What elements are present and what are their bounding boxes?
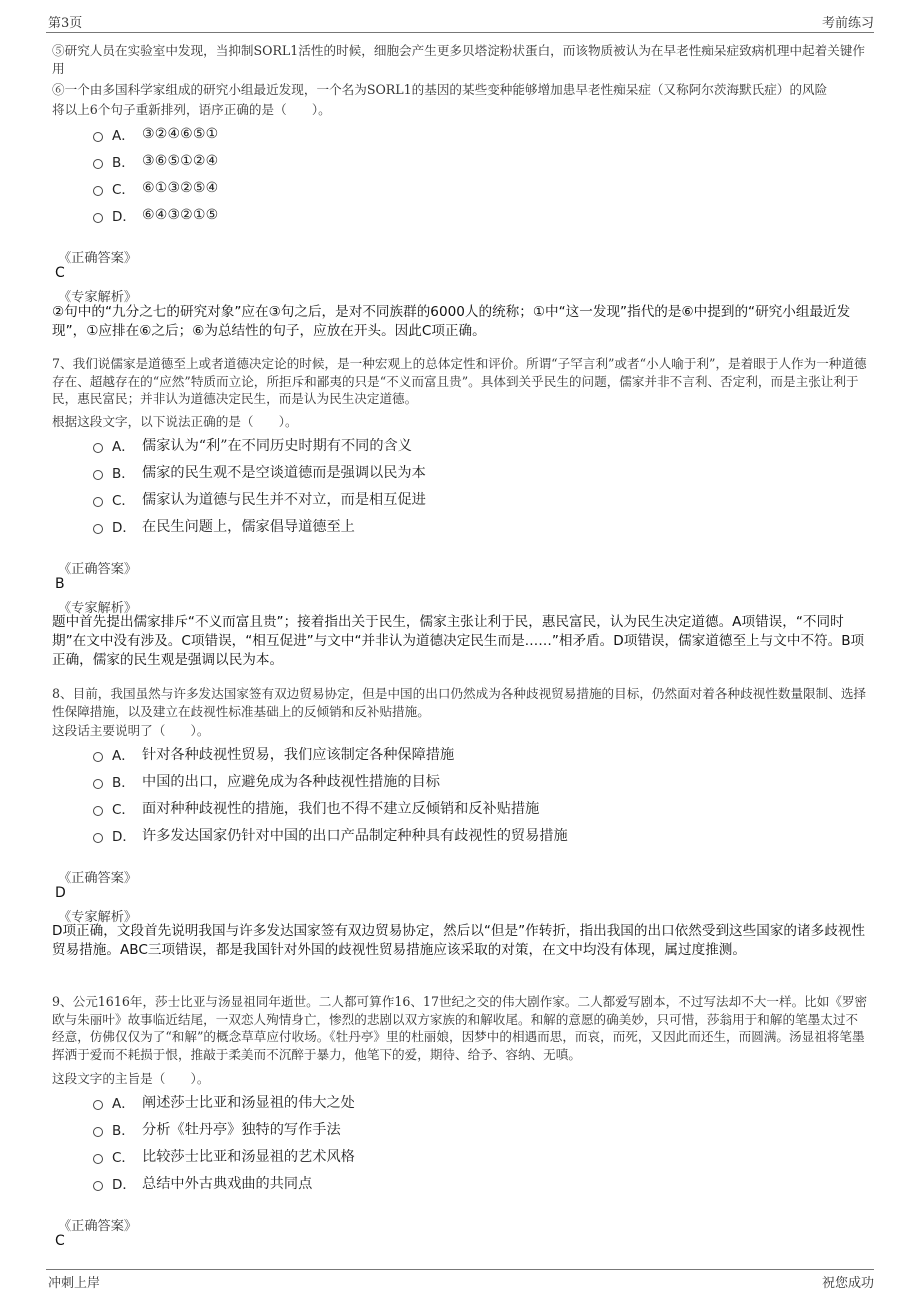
q9-prompt: 这段文字的主旨是（ ）。 <box>52 1071 210 1086</box>
footer-divider <box>46 1269 874 1270</box>
q9-option-a[interactable]: A． 阐述莎士比亚和汤显祖的伟大之处 <box>93 1092 355 1112</box>
q8-stem: 8、目前，我国虽然与许多发达国家签有双边贸易协定，但是中国的出口仍然成为各种歧视贸易措施的目标，仍然面对着各种歧视性数量限制、选择性保障措施，以及建立在歧视性标准基础上的反倾销和反补贴措施。 <box>52 686 867 719</box>
q8-option-d[interactable]: D． 许多发达国家仍针对中国的出口产品制定种种具有歧视性的贸易措施 <box>93 825 568 845</box>
q7-analysis-label: 《专家解析》 <box>58 601 138 616</box>
radio-icon[interactable] <box>93 1127 103 1137</box>
q6-option-a[interactable]: A． ③②④⑥⑤① <box>93 124 218 144</box>
radio-icon[interactable] <box>93 752 103 762</box>
q7-option-a[interactable]: A． 儒家认为“利”在不同历史时期有不同的含义 <box>93 435 412 455</box>
q8-analysis-label: 《专家解析》 <box>58 910 138 925</box>
q9-option-b[interactable]: B． 分析《牡丹亭》独特的写作手法 <box>93 1119 341 1139</box>
footer-left-text: 冲刺上岸 <box>48 1276 101 1291</box>
q6-sentence-6: ⑥一个由多国科学家组成的研究小组最近发现，一个名为SORL1的基因的某些变种能够增加患早老性痴呆症（又称阿尔茨海默氏症）的风险 <box>52 82 828 97</box>
q8-answer: D <box>55 885 66 901</box>
q9-stem: 9、公元1616年，莎士比亚与汤显祖同年逝世。二人都可算作16、17世纪之交的伟大剧作家。二人都爱写剧本，不过写法却不大一样。比如《罗密欧与朱丽叶》故事临近结尾，一双恋人殉情身亡，惨烈的悲剧以双方家族的和解收尾。和解的意愿的确美妙，只可惜，莎翁用于和解的笔墨太过不经意，仿佛仅仅为了“和解”的概念草草应付收场。《牡丹亭》里的杜丽娘，因梦中的相遇而思，而哀，而死，又因此而还生，而圆满。汤显祖将笔墨挥洒于爱而不耗损于恨，推敲于柔美而不沉醉于暴力，他笔下的爱，期待、给予、容纳、无嗔。 <box>52 994 868 1062</box>
q7-option-b[interactable]: B． 儒家的民生观不是空谈道德而是强调以民为本 <box>93 462 426 482</box>
q6-option-b[interactable]: B． ③⑥⑤①②④ <box>93 151 218 171</box>
footer-right-text: 祝您成功 <box>821 1276 874 1291</box>
radio-icon[interactable] <box>93 1154 103 1164</box>
q9-option-c[interactable]: C． 比较莎士比亚和汤显祖的艺术风格 <box>93 1146 355 1166</box>
radio-icon[interactable] <box>93 1100 103 1110</box>
page-header-title: 考前练习 <box>821 16 874 31</box>
radio-icon[interactable] <box>93 833 103 843</box>
q6-analysis: ②句中的“九分之七的研究对象”应在③句之后，是对不同族群的6000人的统称；①中“这一发现”指代的是⑥中提到的“研究小组最近发现”，①应排在⑥之后；⑥为总结性的句子，应放在开头。因此C项正确。 <box>52 304 851 339</box>
q6-analysis-label: 《专家解析》 <box>58 290 138 305</box>
page-number: 第3页 <box>48 16 83 31</box>
radio-icon[interactable] <box>93 779 103 789</box>
radio-icon[interactable] <box>93 213 103 223</box>
radio-icon[interactable] <box>93 443 103 453</box>
q7-answer-label: 《正确答案》 <box>58 562 138 577</box>
q6-answer-label: 《正确答案》 <box>58 251 138 266</box>
q7-stem: 7、我们说儒家是道德至上或者道德决定论的时候，是一种宏观上的总体定性和评价。所谓“子罕言利”或者“小人喻于利”，是着眼于人作为一种道德存在、超越存在的“应然”特质而立论，所拒斥和鄙夷的只是“不义而富且贵”。具体到关乎民生的问题，儒家并非不言利、否定利，而是主张让利于民，惠民富民；并非认为道德决定民生，而是认为民生决定道德。 <box>52 356 867 406</box>
q8-answer-label: 《正确答案》 <box>58 871 138 886</box>
q9-answer: C <box>55 1233 65 1249</box>
radio-icon[interactable] <box>93 524 103 534</box>
radio-icon[interactable] <box>93 159 103 169</box>
q8-option-b[interactable]: B． 中国的出口，应避免成为各种歧视性措施的目标 <box>93 771 440 791</box>
q9-option-d[interactable]: D． 总结中外古典戏曲的共同点 <box>93 1173 312 1193</box>
radio-icon[interactable] <box>93 470 103 480</box>
q9-answer-label: 《正确答案》 <box>58 1219 138 1234</box>
q7-option-d[interactable]: D． 在民生问题上，儒家倡导道德至上 <box>93 516 355 536</box>
radio-icon[interactable] <box>93 806 103 816</box>
q6-option-c[interactable]: C． ⑥①③②⑤④ <box>93 178 218 198</box>
q7-analysis: 题中首先提出儒家排斥“不义而富且贵”；接着指出关于民生，儒家主张让利于民，惠民富民，认为民生决定道德。A项错误，“不同时期”在文中没有涉及。C项错误，“相互促进”与文中“并非认为道德决定民生而是……”相矛盾。D项错误，儒家道德至上与文中不符。B项正确，儒家的民生观是强调以民为本。 <box>52 614 865 668</box>
q6-sentence-5: ⑤研究人员在实验室中发现，当抑制SORL1活性的时候，细胞会产生更多贝塔淀粉状蛋白，而该物质被认为在早老性痴呆症致病机理中起着关键作用 <box>52 43 866 76</box>
header-divider <box>46 32 874 33</box>
q8-prompt: 这段话主要说明了（ ）。 <box>52 723 210 738</box>
radio-icon[interactable] <box>93 186 103 196</box>
radio-icon[interactable] <box>93 1181 103 1191</box>
radio-icon[interactable] <box>93 497 103 507</box>
q6-answer: C <box>55 265 65 281</box>
q6-option-d[interactable]: D． ⑥④③②①⑤ <box>93 205 218 225</box>
q8-analysis: D项正确，文段首先说明我国与许多发达国家签有双边贸易协定，然后以“但是”作转折，指出我国的出口依然受到这些国家的诸多歧视性贸易措施。ABC三项错误，都是我国针对外国的歧视性贸易措施应该采取的对策，在文中均没有体现，属过度推测。 <box>52 923 865 958</box>
radio-icon[interactable] <box>93 132 103 142</box>
q7-prompt: 根据这段文字，以下说法正确的是（ ）。 <box>52 414 298 429</box>
q7-answer: B <box>55 576 65 592</box>
q6-prompt: 将以上6个句子重新排列，语序正确的是（ ）。 <box>52 102 331 117</box>
q8-option-a[interactable]: A． 针对各种歧视性贸易，我们应该制定各种保障措施 <box>93 744 454 764</box>
q8-option-c[interactable]: C． 面对种种歧视性的措施，我们也不得不建立反倾销和反补贴措施 <box>93 798 539 818</box>
q7-option-c[interactable]: C． 儒家认为道德与民生并不对立，而是相互促进 <box>93 489 426 509</box>
